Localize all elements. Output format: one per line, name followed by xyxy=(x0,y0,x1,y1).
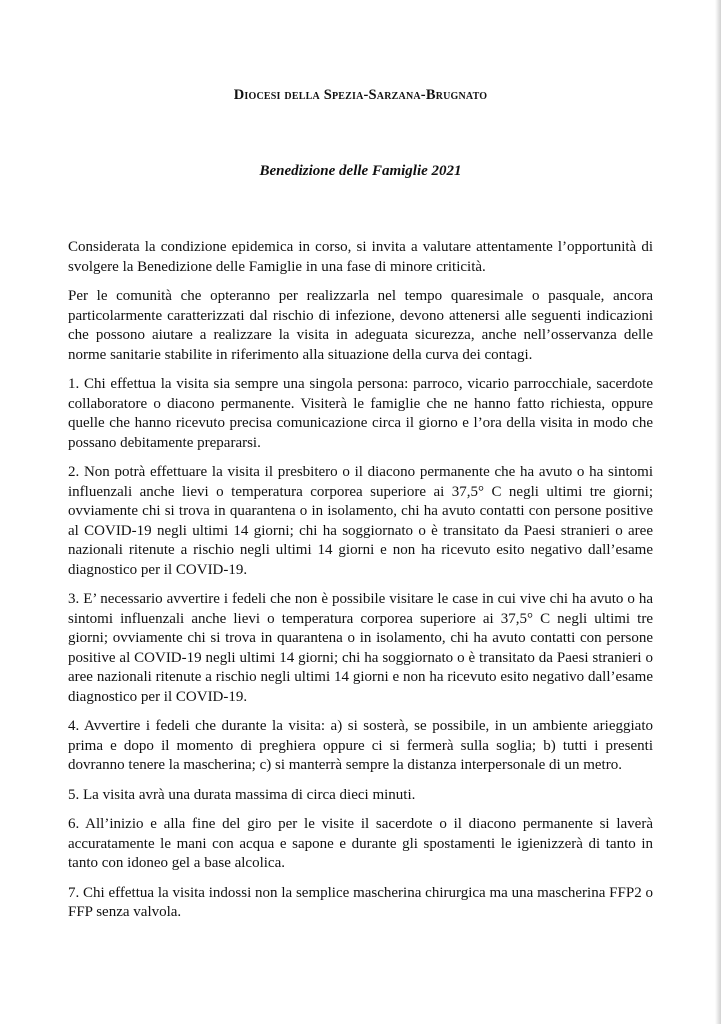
page-edge-shadow xyxy=(715,0,721,1024)
document-body xyxy=(68,238,653,923)
diocese-heading: Diocesi della Spezia-Sarzana-Brugnato xyxy=(233,87,488,103)
paragraph-context: Per le comunità che opteranno per realizzarla nel tempo quaresimale o pasquale, ancora particolarmente caratterizzati dal rischio di infezione, devono attenersi alle seguenti indicazioni che possono aiutare a realizzare la visita in adeguata sicurezza, anche nell’osservanza delle norme sanitarie stabilite in riferimento alla situazione della curva dei contagi. xyxy=(68,288,653,363)
paragraph-point-2: 2. Non potrà effettuare la visita il presbitero o il diacono permanente che ha avuto o ha sintomi influenzali anche lievi o temperatura corporea superiore ai 37,5° C negli ultimi tre giorni; ovviamente chi si trova in quarantena o in isolamento, chi ha avuto contatti con persone positive al COVID-19 negli ultimi 14 giorni; chi ha soggiornato o è transitato da Paesi stranieri o aree nazionali ritenute a rischio negli ultimi 14 giorni e non ha ricevuto esito negativo dall’esame diagnostico per il COVID-19. xyxy=(68,464,653,578)
paragraph-point-6: 6. All’inizio e alla fine del giro per le visite il sacerdote o il diacono permanente si laverà accuratamente le mani con acqua e sapone e durante gli spostamenti le igienizzerà di tanto in tanto con idoneo gel a base alcolica. xyxy=(68,816,653,871)
paragraph-point-5: 5. La visita avrà una durata massima di circa dieci minuti. xyxy=(68,786,416,803)
paragraph-point-1: 1. Chi effettua la visita sia sempre una singola persona: parroco, vicario parrocchiale, sacerdote collaboratore o diacono permanente. Visiterà le famiglie che ne hanno fatto richiesta, oppure quelle che hanno ricevuto precisa comunicazione circa il giorno e l’ora della visita in modo che possano debitamente prepararsi. xyxy=(68,376,653,451)
paragraph-point-3: 3. E’ necessario avvertire i fedeli che non è possibile visitare le case in cui vive chi ha avuto o ha sintomi influenzali anche lievi o temperatura corporea superiore ai 37,5° C negli ultimi tre giorni; ovviamente chi si trova in quarantena o in isolamento, chi ha avuto contatti con persone positive al COVID-19 negli ultimi 14 giorni; chi ha soggiornato o è transitato da Paesi stranieri o aree nazionali ritenute a rischio negli ultimi 14 giorni e non ha ricevuto esito negativo dall’esame diagnostico per il COVID-19. xyxy=(68,591,653,705)
paragraph-point-7: 7. Chi effettua la visita indossi non la semplice mascherina chirurgica ma una mascherina FFP2 o FFP senza valvola. xyxy=(68,884,653,920)
paragraph-intro: Considerata la condizione epidemica in corso, si invita a valutare attentamente l’opportunità di svolgere la Benedizione delle Famiglie in una fase di minore criticità. xyxy=(68,239,653,275)
document-subtitle: Benedizione delle Famiglie 2021 xyxy=(259,163,462,179)
paragraph-point-4: 4. Avvertire i fedeli che durante la visita: a) si sosterà, se possibile, in un ambiente arieggiato prima e dopo il momento di preghiera oppure ci si fermerà sulla soglia; b) tutti i presenti dovranno tenere la mascherina; c) si manterrà sempre la distanza interpersonale di un metro. xyxy=(68,718,653,773)
